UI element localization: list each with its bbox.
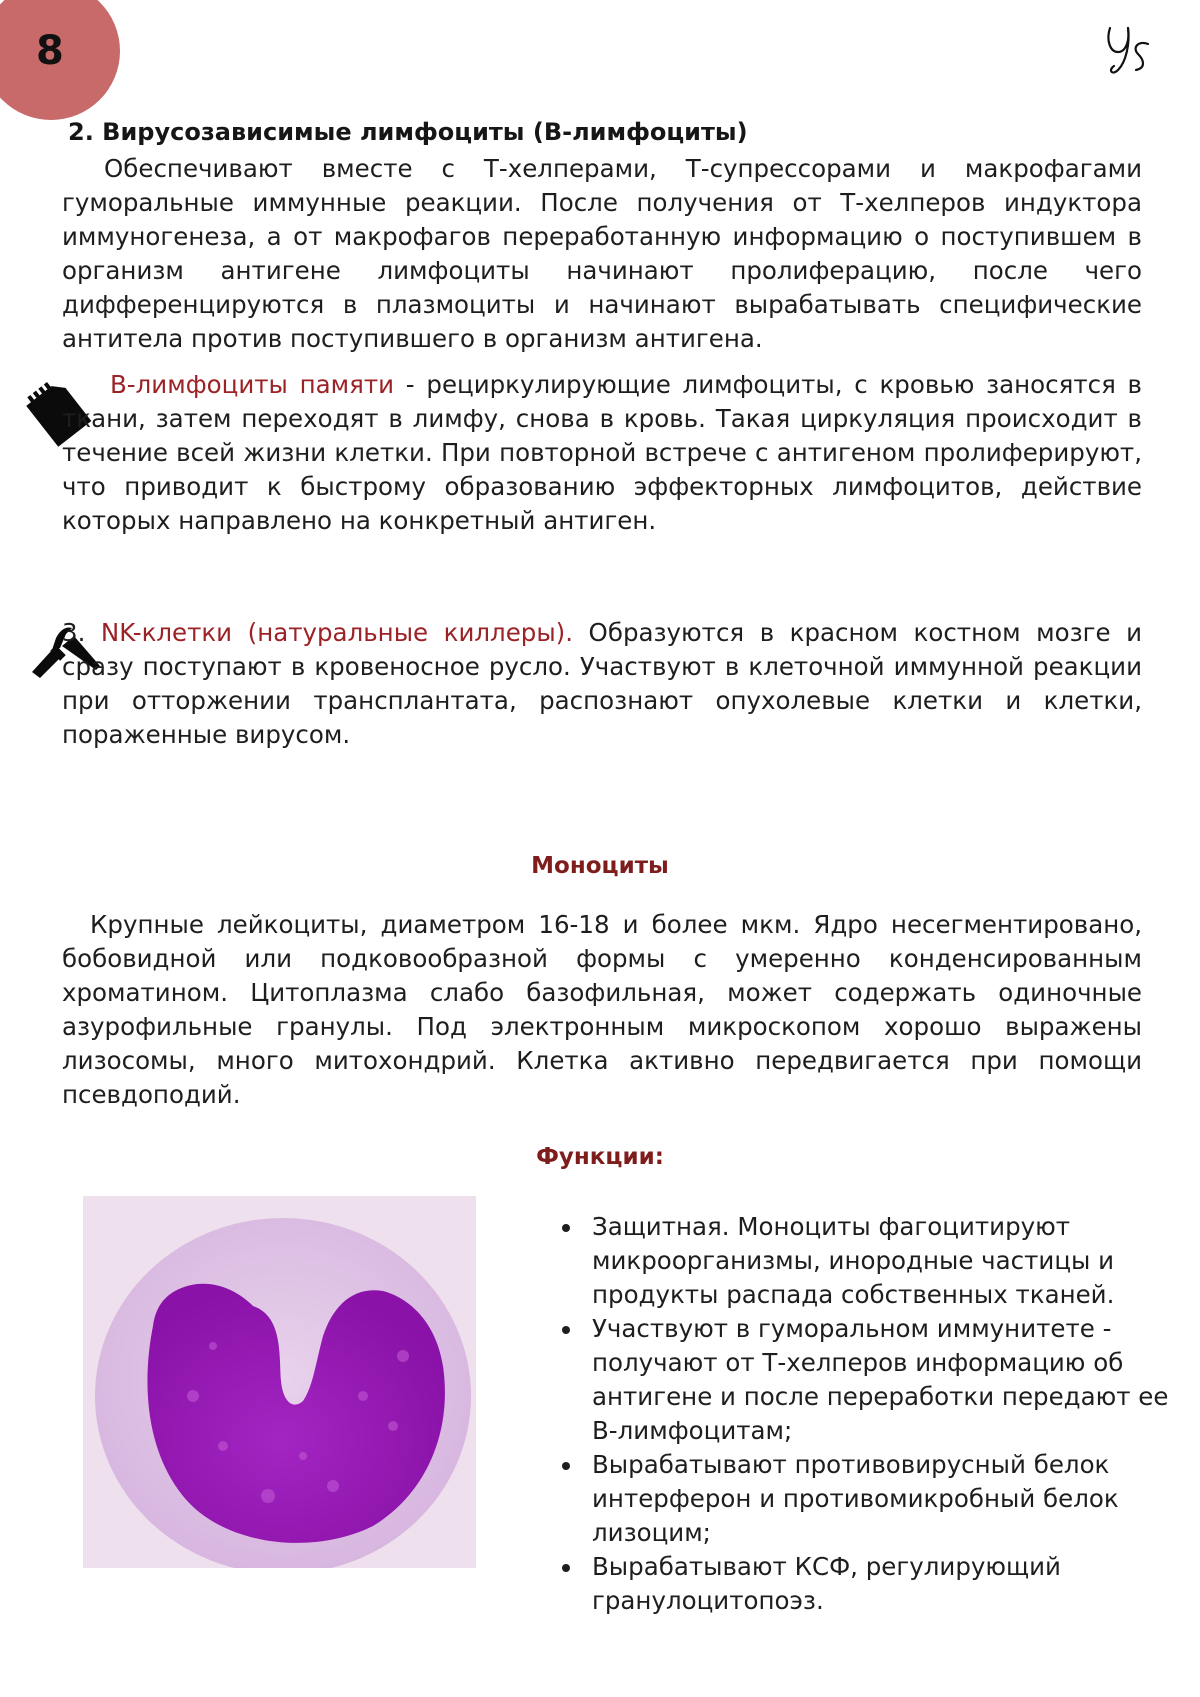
nk-cells-text: Образуются в красном костном мозге и сразу поступают в кровеносное русло. Участвуют в клеточной иммунной реакции при отторжении трансплантата, распознают опухолевые клетки и клетки, пораженные вирусом. bbox=[62, 618, 1143, 749]
nk-cells-block bbox=[62, 616, 1142, 752]
page-number: 8 bbox=[36, 28, 64, 74]
memory-cells-text: - рециркулирующие лимфоциты, с кровью заносятся в ткани, затем переходят в лимфу, снова в кровь. Такая циркуляция происходит в течение всей жизни клетки. При повторной встрече с антигеном пролиферируют, что приводит к быстрому образованию эффекторных лимфоцитов, действие которых направлено на конкретный антиген. bbox=[62, 370, 1142, 535]
functions-list bbox=[558, 1210, 1184, 1618]
b-lymphocytes-block bbox=[62, 152, 1142, 356]
functions-heading: Функции: bbox=[536, 1144, 664, 1170]
logo-icon bbox=[1104, 22, 1152, 76]
section-heading-b-lymphocytes: 2. Вирусозависимые лимфоциты (В-лимфоциты) bbox=[68, 118, 748, 146]
memory-cells-block bbox=[62, 368, 1142, 538]
monocyte-cell-drawing bbox=[83, 1196, 476, 1568]
monocyte-micrograph bbox=[83, 1196, 476, 1568]
memory-cells-paragraph bbox=[62, 368, 1142, 538]
nk-cells-term: NK-клетки (натуральные киллеры). bbox=[100, 618, 574, 647]
monocytes-paragraph: Крупные лейкоциты, диаметром 16-18 и более мкм. Ядро несегментировано, бобовидной или подковообразной формы с умеренно конденсированным хроматином. Цитоплазма слабо базофильная, может содержать одиночные азурофильные гранулы. Под электронным микроскопом хорошо выражены лизосомы, много митохондрий. Клетка активно передвигается при помощи псевдоподий. bbox=[62, 910, 1142, 1109]
nk-cells-paragraph bbox=[62, 616, 1142, 752]
nk-cells-prefix: 3. bbox=[62, 618, 101, 647]
functions-item: • Участвуют в гуморальном иммунитете - получают от Т-хелперов информацию об антигене и после переработки передают ее В-лимфоцитам; bbox=[584, 1312, 1184, 1448]
monocytes-block bbox=[62, 908, 1142, 1112]
functions-item: • Вырабатывают противовирусный белок интерферон и противомикробный белок лизоцим; bbox=[584, 1448, 1184, 1550]
monocytes-heading: Моноциты bbox=[531, 853, 669, 879]
b-lymphocytes-paragraph: Обеспечивают вместе с Т-хелперами, Т-супрессорами и макрофагами гуморальные иммунные реакции. После получения от Т-хелперов индуктора иммуногенеза, а от макрофагов переработанную информацию о поступившем в организм антигене лимфоциты начинают пролиферацию, после чего дифференцируются в плазмоциты и начинают вырабатывать специфические антитела против поступившего в организм антигена. bbox=[62, 154, 1142, 353]
memory-cells-term: В-лимфоциты памяти bbox=[110, 370, 395, 399]
functions-item: • Вырабатывают КСФ, регулирующий гранулоцитопоэз. bbox=[584, 1550, 1184, 1618]
functions-item: • Защитная. Моноциты фагоцитируют микроорганизмы, инородные частицы и продукты распада собственных тканей. bbox=[584, 1210, 1184, 1312]
